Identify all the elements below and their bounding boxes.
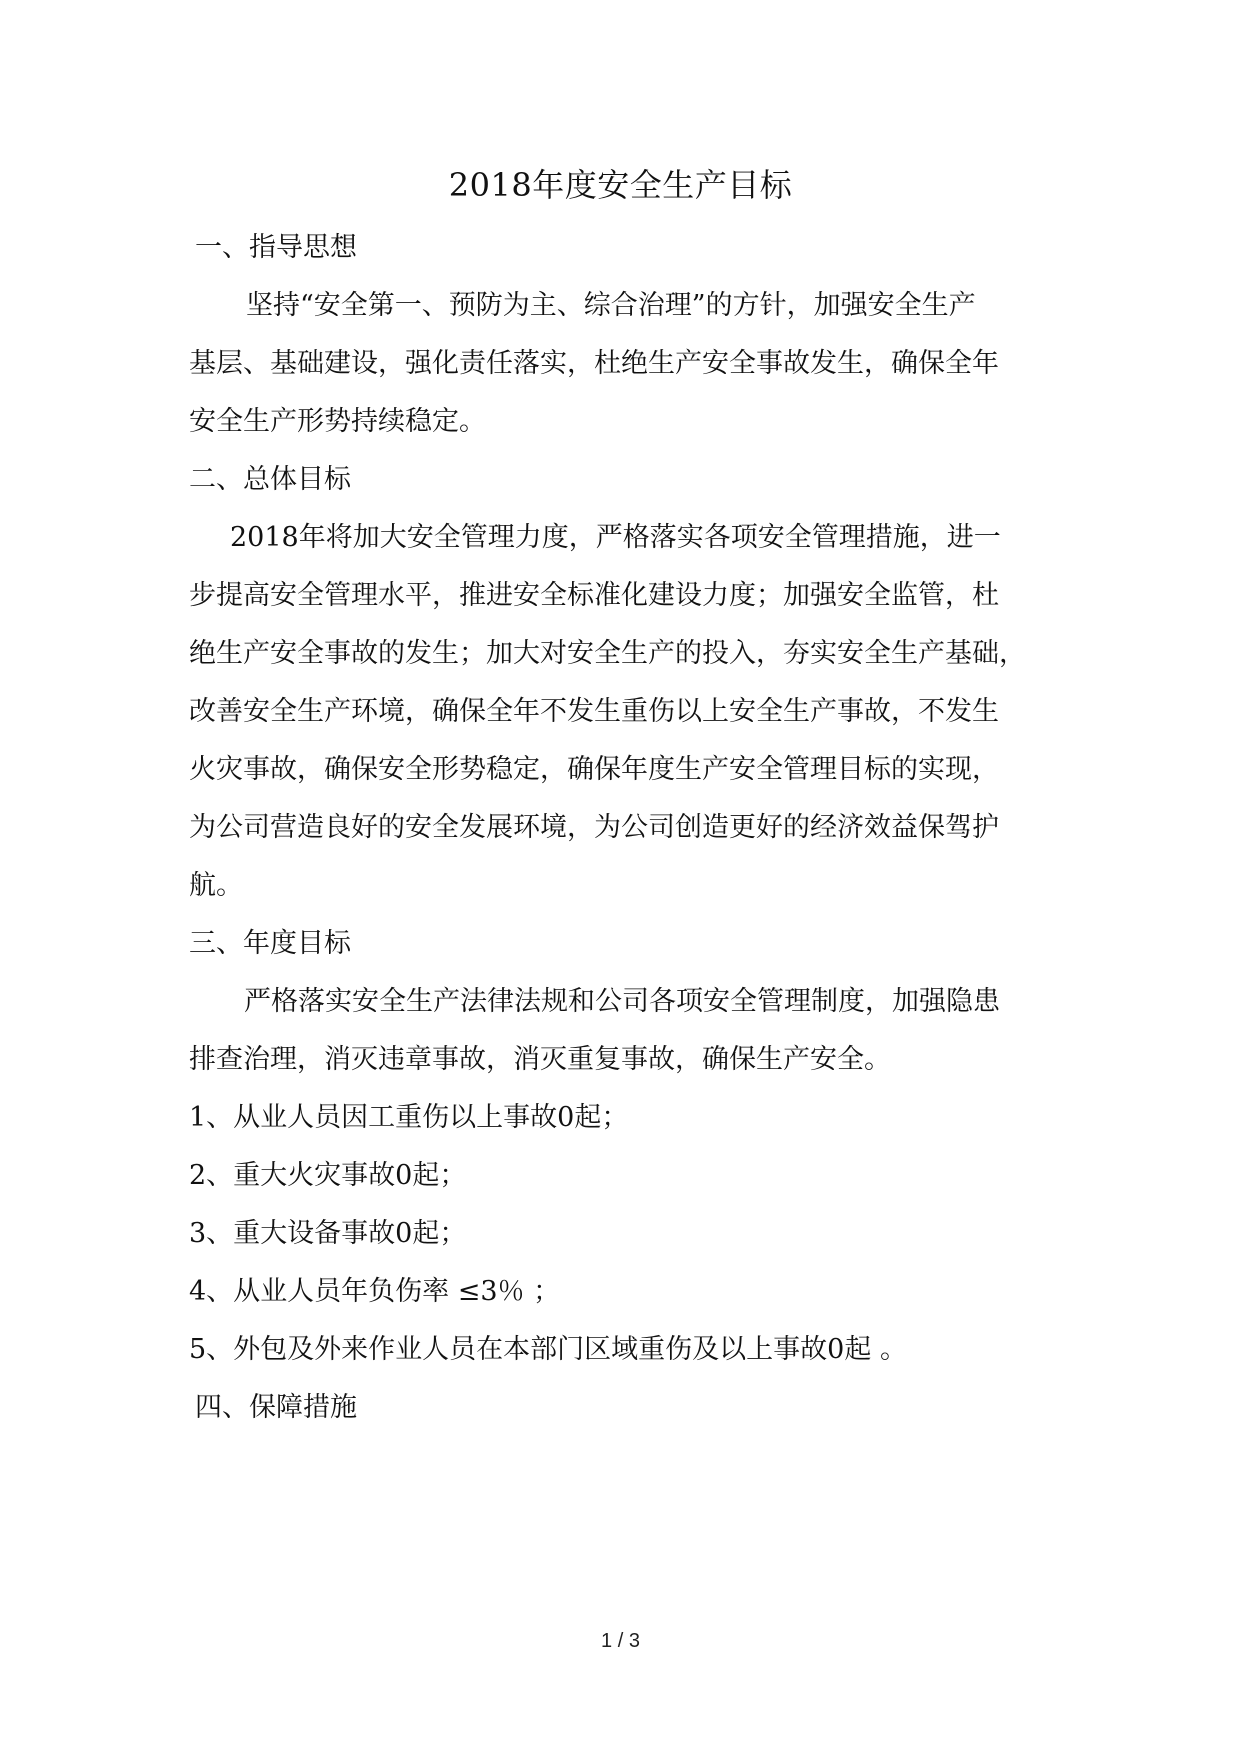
document-title: 2018年度安全生产目标 bbox=[448, 166, 793, 204]
paragraph-line: 为公司营造良好的安全发展环境，为公司创造更好的经济效益保驾护 bbox=[189, 812, 999, 843]
paragraph-line: 2018年将加大安全管理力度，严格落实各项安全管理措施，进一 bbox=[230, 522, 1001, 553]
list-item: 1、从业人员因工重伤以上事故0起； bbox=[189, 1102, 629, 1133]
paragraph-line: 步提高安全管理水平，推进安全标准化建设力度；加强安全监管，杜 bbox=[189, 580, 999, 611]
paragraph-line: 航。 bbox=[189, 870, 243, 901]
paragraph-line: 绝生产安全事故的发生；加大对安全生产的投入，夯实安全生产基础， bbox=[189, 638, 1026, 669]
paragraph-line: 基层、基础建设，强化责任落实，杜绝生产安全事故发生，确保全年 bbox=[189, 348, 999, 379]
list-item: 3、重大设备事故0起； bbox=[189, 1218, 467, 1249]
heading-overall-goal: 二、总体目标 bbox=[189, 464, 351, 495]
page-number: 1 / 3 bbox=[601, 1630, 640, 1652]
list-item: 4、从业人员年负伤率 ≤3％ ； bbox=[189, 1276, 561, 1307]
list-item: 5、外包及外来作业人员在本部门区域重伤及以上事故0起 。 bbox=[189, 1334, 907, 1365]
paragraph-line: 改善安全生产环境，确保全年不发生重伤以上安全生产事故，不发生 bbox=[189, 696, 999, 727]
paragraph-line: 排查治理，消灭违章事故，消灭重复事故，确保生产安全。 bbox=[189, 1044, 891, 1075]
paragraph-line: 严格落实安全生产法律法规和公司各项安全管理制度，加强隐患 bbox=[244, 986, 1000, 1017]
heading-guiding-ideology: 一、指导思想 bbox=[195, 232, 357, 263]
heading-safeguard-measures: 四、保障措施 bbox=[195, 1392, 357, 1423]
heading-annual-goal: 三、年度目标 bbox=[189, 928, 351, 959]
paragraph-line: 安全生产形势持续稳定。 bbox=[189, 406, 486, 437]
paragraph-line: 火灾事故，确保安全形势稳定，确保年度生产安全管理目标的实现， bbox=[189, 754, 999, 785]
list-item: 2、重大火灾事故0起； bbox=[189, 1160, 467, 1191]
paragraph-line: 坚持“安全第一、预防为主、综合治理”的方针，加强安全生产 bbox=[246, 290, 976, 321]
